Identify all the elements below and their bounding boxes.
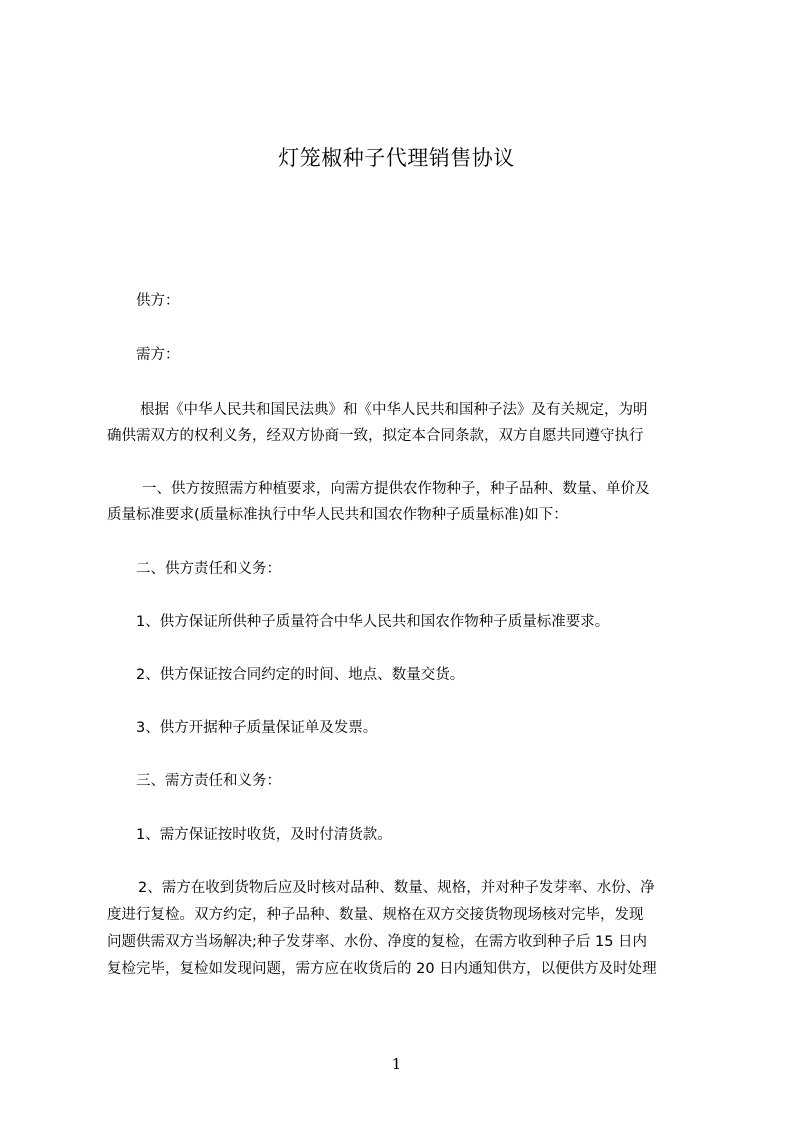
clause2-heading: 二、供方责任和义务：	[136, 561, 281, 577]
clause3-item-2-line-1: 2、需方在收到货物后应及时核对品种、数量、规格，并对种子发芽率、水份、净	[138, 880, 655, 896]
clause3-item-1: 1、需方保证按时收货，及时付清货款。	[136, 827, 392, 843]
supplier-label: 供方：	[136, 293, 180, 309]
clause3-item-2-line-2: 度进行复检。双方约定，种子品种、数量、规格在双方交接货物现场核对完毕，发现	[107, 907, 644, 923]
intro-line-1: 根据《中华人民共和国民法典》和《中华人民共和国种子法》及有关规定，为明	[140, 402, 648, 418]
intro-line-2: 确供需双方的权利义务，经双方协商一致，拟定本合同条款，双方自愿共同遵守执行	[107, 428, 644, 444]
clause3-item-2-line-3: 问题供需双方当场解决;种子发芽率、水份、净度的复检，在需方收到种子后 15 日内	[107, 934, 648, 950]
clause3-item-2-line-4: 复检完毕，复检如发现问题，需方应在收货后的 20 日内通知供方，以便供方及时处理	[107, 961, 657, 977]
clause1-line-2: 质量标准要求(质量标准执行中华人民共和国农作物种子质量标准)如下：	[107, 507, 568, 523]
clause2-item-3: 3、供方开据种子质量保证单及发票。	[136, 720, 378, 736]
document-title: 灯笼椒种子代理销售协议	[278, 146, 515, 170]
clause3-heading: 三、需方责任和义务：	[136, 773, 281, 789]
buyer-label: 需方：	[136, 347, 180, 363]
clause1-line-1: 一、供方按照需方种植要求，向需方提供农作物种子，种子品种、数量、单价及	[142, 481, 650, 497]
clause2-item-2: 2、供方保证按合同约定的时间、地点、数量交货。	[136, 667, 465, 683]
page-number: 1	[391, 1055, 402, 1073]
clause2-item-1: 1、供方保证所供种子质量符合中华人民共和国农作物种子质量标准要求。	[136, 614, 610, 630]
